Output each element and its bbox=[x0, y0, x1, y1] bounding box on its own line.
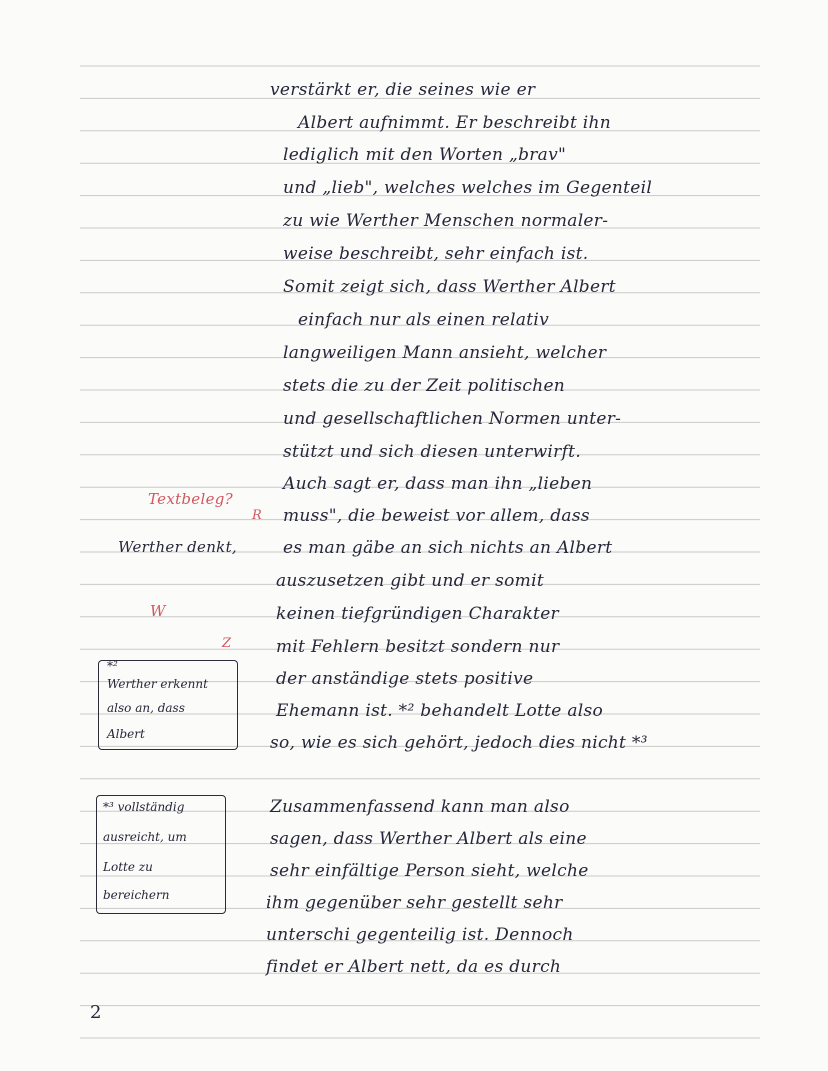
textbeleg-note: Textbeleg? bbox=[148, 490, 234, 508]
margin-box-2 bbox=[96, 795, 226, 914]
text-line: lediglich mit den Worten „brav" bbox=[283, 145, 567, 165]
box-line: *² bbox=[107, 659, 118, 673]
box-line: Albert bbox=[107, 727, 145, 741]
text-line: muss", die beweist vor allem, dass bbox=[283, 506, 590, 526]
text-line: sagen, dass Werther Albert als eine bbox=[270, 829, 587, 849]
text-line: stets die zu der Zeit politischen bbox=[283, 376, 566, 396]
werther-denkt-note: Werther denkt, bbox=[118, 538, 237, 556]
text-line: zu wie Werther Menschen normaler- bbox=[283, 211, 609, 231]
text-line: auszusetzen gibt und er somit bbox=[276, 571, 544, 591]
text-line: langweiligen Mann ansieht, welcher bbox=[283, 343, 607, 363]
text-line: Auch sagt er, dass man ihn „lieben bbox=[283, 474, 593, 494]
text-line: Ehemann ist. *² behandelt Lotte also bbox=[276, 701, 604, 721]
w-mark: W bbox=[150, 602, 166, 620]
text-line: ihm gegenüber sehr gestellt sehr bbox=[266, 893, 563, 913]
text-line: unterschi gegenteilig ist. Dennoch bbox=[266, 925, 574, 945]
page-number: 2 bbox=[90, 1002, 102, 1023]
text-line: mit Fehlern besitzt sondern nur bbox=[276, 637, 560, 657]
box-line: bereichern bbox=[103, 888, 170, 902]
text-line: und gesellschaftlichen Normen unter- bbox=[283, 409, 622, 429]
text-line: sehr einfältige Person sieht, welche bbox=[270, 861, 589, 881]
text-line: einfach nur als einen relativ bbox=[298, 310, 550, 330]
z-mark: Z bbox=[222, 636, 232, 651]
text-line: so, wie es sich gehört, jedoch dies nicht *³ bbox=[270, 733, 648, 753]
margin-box-1 bbox=[98, 660, 238, 750]
text-line: der anständige stets positive bbox=[276, 669, 534, 689]
text-line: es man gäbe an sich nichts an Albert bbox=[283, 538, 613, 558]
text-line: keinen tiefgründigen Charakter bbox=[276, 604, 559, 624]
text-line: Somit zeigt sich, dass Werther Albert bbox=[283, 277, 616, 297]
box-line: also an, dass bbox=[107, 701, 185, 715]
text-line: weise beschreibt, sehr einfach ist. bbox=[283, 244, 589, 264]
box-line: ausreicht, um bbox=[103, 830, 187, 844]
r-mark: R bbox=[252, 508, 263, 523]
text-line: findet er Albert nett, da es durch bbox=[266, 957, 562, 977]
box-line: Werther erkennt bbox=[107, 677, 208, 691]
text-line: Zusammenfassend kann man also bbox=[270, 797, 570, 817]
text-line: stützt und sich diesen unterwirft. bbox=[283, 442, 582, 462]
box-line: *³ vollständig bbox=[103, 800, 185, 814]
text-line: Albert aufnimmt. Er beschreibt ihn bbox=[298, 113, 612, 133]
box-line: Lotte zu bbox=[103, 860, 153, 874]
text-line: und „lieb", welches welches im Gegenteil bbox=[283, 178, 653, 198]
text-line: verstärkt er, die seines wie er bbox=[270, 80, 536, 100]
